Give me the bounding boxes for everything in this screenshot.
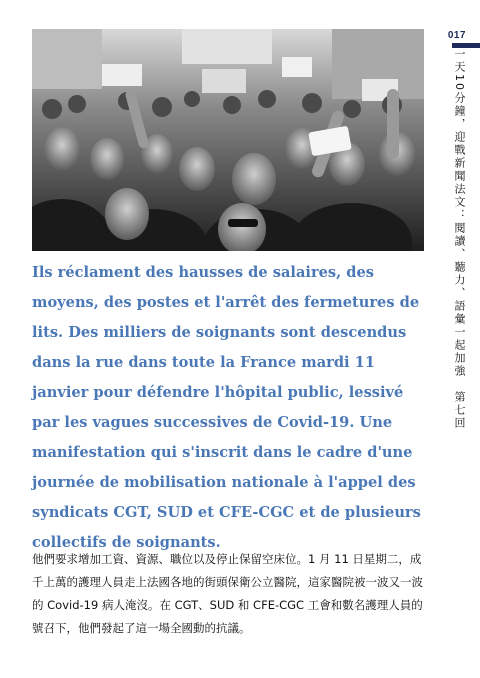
chinese-translation-text: 他們要求增加工資、資源、職位以及停止保留空床位。1 月 11 日星期二，成千上萬的護理人員走上法國各地的街頭保衛公立醫院，這家醫院被一波又一波的 Covid-19 病人淹沒。在 CGT、SUD 和 CFE-CGC 工會和數名護理人員的號召下，他們發起了這一場全國動的抗議。	[32, 552, 423, 635]
side-title: 一天10分鐘，迎戰新聞法文：閱讀、聽力、語彙一起加強 第七回	[453, 48, 466, 430]
protest-crowd-photo	[32, 29, 424, 251]
french-article-text: Ils réclament des hausses de salaires, des moyens, des postes et l'arrêt des fermetures de lits. Des milliers de soignants sont descendus dans la rue dans toute la France mardi 11 janvier pour défendre l'hôpital public, lessivé par les vagues successives de Covid-19. Une manifestation qui s'inscrit dans le cadre d'une journée de mobilisation nationale à l'appel des syndicats CGT, SUD et CFE-CGC et de plusieurs collectifs de soignants.	[32, 264, 421, 551]
protest-photo	[32, 29, 424, 251]
page-number: 017	[447, 30, 466, 41]
